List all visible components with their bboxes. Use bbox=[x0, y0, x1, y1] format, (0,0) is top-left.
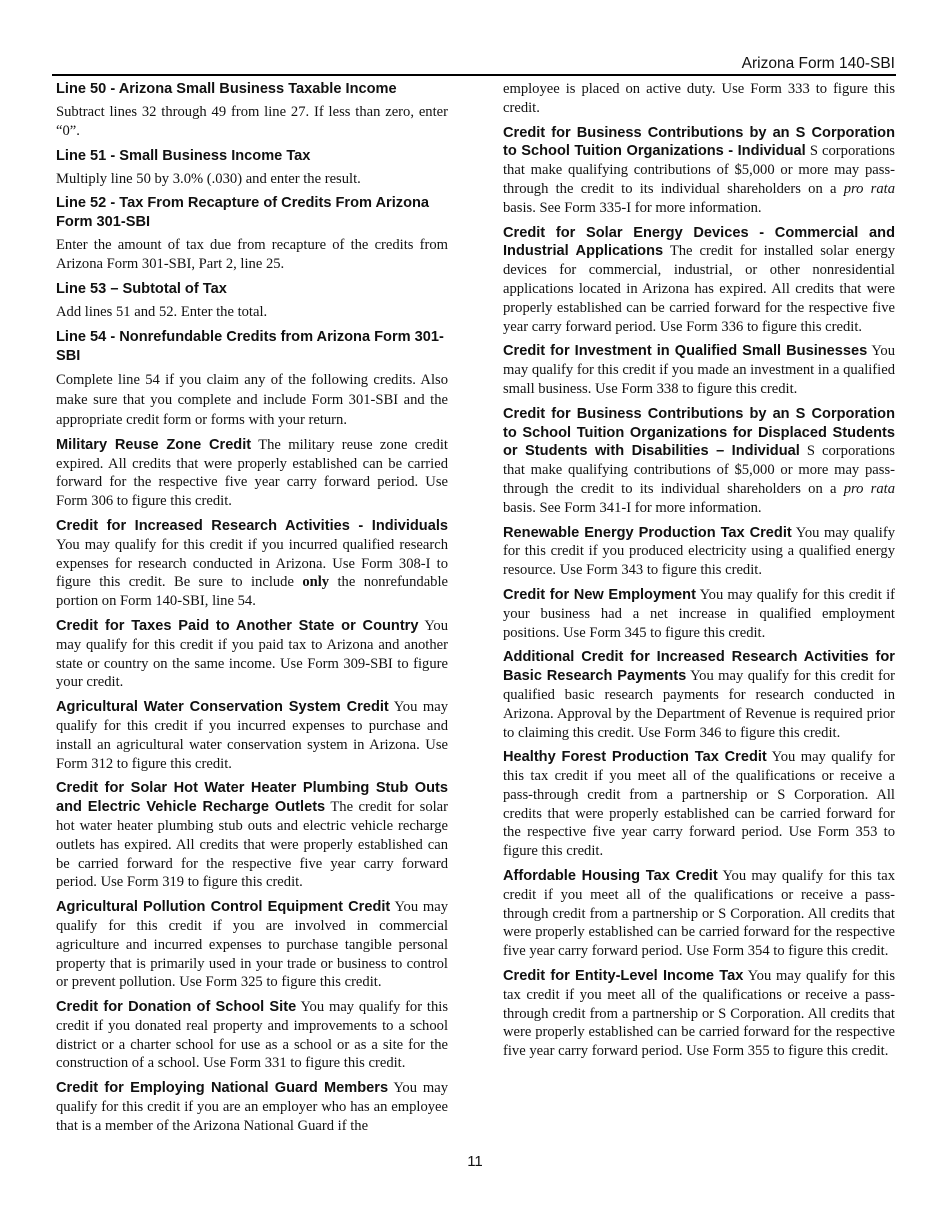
displaced-students-italic: pro rata bbox=[843, 480, 895, 497]
renewable-energy-text: You may qualify for this credit if you produced electricity using a qualified energy resource. Use Form 343 to figure this credit. bbox=[503, 524, 895, 579]
ag-pollution-text: You may qualify for this credit if you are involved in commercial agriculture and incurred expenses to purchase tangible personal property that is primarily used in your trade or business to control or prevent pollution. Use Form 325 to figure this credit. bbox=[56, 899, 448, 991]
sto-lead: Credit for Business Contributions by an S Corporation to School Tuition Organizations - Individual bbox=[503, 124, 895, 160]
line52-heading: Line 52 - Tax From Recapture of Credits From Arizona Form 301-SBI bbox=[56, 195, 430, 231]
taxes-paid-text: You may qualify for this credit if you paid tax to Arizona and another state or country on the same income. Use Form 309-SBI to figure your credit. bbox=[56, 617, 449, 691]
ag-pollution-credit bbox=[56, 898, 448, 992]
line51-heading: Line 51 - Small Business Income Tax bbox=[56, 147, 311, 164]
research-lead: Credit for Increased Research Activities - Individuals bbox=[56, 517, 448, 534]
line54-text: Complete line 54 if you claim any of the following credits. Also make sure that you complete and include Form 301-SBI and the appropriate credit form or forms with your return. bbox=[56, 371, 448, 428]
national-guard-credit bbox=[56, 1079, 448, 1135]
new-employment-credit bbox=[503, 586, 895, 642]
line53-text: Add lines 51 and 52. Enter the total. bbox=[56, 303, 268, 320]
military-reuse-credit bbox=[56, 436, 448, 511]
line50-heading: Line 50 - Arizona Small Business Taxable Income bbox=[56, 81, 397, 97]
healthy-forest-credit bbox=[503, 748, 895, 861]
taxes-paid-credit bbox=[56, 617, 448, 692]
displaced-students-text-a: S corporations that make qualifying contributions of $5,000 or more may pass-through the credit to its individual shareholders on a bbox=[503, 443, 895, 497]
small-business-credit bbox=[503, 342, 895, 398]
sto-italic: pro rata bbox=[843, 180, 895, 197]
national-guard-lead: Credit for Employing National Guard Members bbox=[56, 1080, 389, 1097]
research-text-b: the nonrefundable portion on Form 140-SBI, line 54. bbox=[56, 574, 448, 610]
ag-water-text: You may qualify for this credit if you incurred expenses to purchase and install an agricultural water conservation system in Arizona. Use Form 312 to figure this credit. bbox=[56, 699, 448, 772]
research-bold-word: only bbox=[302, 574, 330, 591]
research-credit bbox=[56, 517, 448, 611]
healthy-forest-lead: Healthy Forest Production Tax Credit bbox=[503, 749, 767, 766]
affordable-housing-credit bbox=[503, 867, 895, 961]
national-guard-text: You may qualify for this credit if you are an employer who has an employee that is a member of the Arizona National Guard if the bbox=[56, 1080, 448, 1134]
small-business-text: You may qualify for this credit if you made an investment in a qualified small business. Use Form 338 to figure this credit. bbox=[503, 343, 896, 397]
line50-text: Subtract lines 32 through 49 from line 27. If less than zero, enter “0”. bbox=[56, 104, 448, 139]
renewable-energy-lead: Renewable Energy Production Tax Credit bbox=[503, 524, 792, 541]
form-title: Arizona Form 140-SBI bbox=[741, 55, 895, 72]
school-site-lead: Credit for Donation of School Site bbox=[56, 999, 297, 1016]
school-site-text: You may qualify for this credit if you donated real property and improvements to a school district or a charter school for use as a school or as a site for the construction of a school. Use Form 331 to figure this credit. bbox=[56, 999, 448, 1072]
left-column bbox=[56, 80, 448, 1142]
ag-pollution-lead: Agricultural Pollution Control Equipment Credit bbox=[56, 899, 391, 916]
displaced-students-lead: Credit for Business Contributions by an S Corporation to School Tuition Organizations for Displaced Students or Students with Disabilities – Individual bbox=[503, 405, 895, 460]
solar-hot-water-credit bbox=[56, 779, 448, 892]
line53-heading: Line 53 – Subtotal of Tax bbox=[56, 280, 227, 297]
solar-hot-water-text: The credit for solar hot water heater plumbing stub outs and electric vehicle recharge outlets has expired. All credits that were properly established can be carried forward for the respective five year carry forward period. Use Form 319 to figure this credit. bbox=[56, 799, 449, 891]
header-rule bbox=[52, 74, 896, 76]
taxes-paid-lead: Credit for Taxes Paid to Another State or Country bbox=[56, 617, 419, 634]
sto-text-a: S corporations that make qualifying contributions of $5,000 or more may pass-through the credit to its individual shareholders on a bbox=[503, 143, 895, 197]
small-business-lead: Credit for Investment in Qualified Small Businesses bbox=[503, 343, 868, 360]
basic-research-lead: Additional Credit for Increased Research Activities for Basic Research Payments bbox=[503, 649, 895, 685]
page-number: 11 bbox=[467, 1153, 483, 1170]
sto-credit bbox=[503, 124, 895, 218]
sto-text-b: basis. See Form 335-I for more information. bbox=[503, 199, 762, 216]
ag-water-credit bbox=[56, 698, 448, 773]
affordable-housing-lead: Affordable Housing Tax Credit bbox=[503, 868, 718, 885]
ag-water-lead: Agricultural Water Conservation System Credit bbox=[56, 699, 389, 716]
line54-heading: Line 54 - Nonrefundable Credits from Arizona Form 301-SBI bbox=[56, 328, 444, 364]
research-text-a: You may qualify for this credit if you incurred qualified research expenses for research conducted in Arizona. Use Form 308-I to figure this credit. Be sure to include bbox=[56, 536, 448, 591]
right-column bbox=[503, 80, 895, 1067]
new-employment-text: You may qualify for this credit if your business had a net increase in qualified employment positions. Use Form 345 to figure this credit. bbox=[503, 586, 895, 641]
line52-text: Enter the amount of tax due from recapture of the credits from Arizona Form 301-SBI, Part 2, line 25. bbox=[56, 237, 448, 273]
basic-research-text: You may qualify for this credit for qualified basic research payments for research conducted in Arizona. Approval by the Department of Revenue is required prior to claiming this credit. Use Form 346 to figure this credit. bbox=[503, 668, 895, 741]
entity-level-credit bbox=[503, 967, 895, 1061]
school-site-credit bbox=[56, 998, 448, 1073]
basic-research-credit bbox=[503, 648, 895, 742]
entity-level-lead: Credit for Entity-Level Income Tax bbox=[503, 968, 744, 985]
military-reuse-text: The military reuse zone credit expired. All credits that were properly established can be carried forward for the respective five year carry forward period. Use Form 306 to figure this credit. bbox=[56, 436, 448, 510]
displaced-students-credit bbox=[503, 405, 895, 518]
healthy-forest-text: You may qualify for this tax credit if you meet all of the qualifications or receive a pass-through credit from a partnership or S Corporation. All credits that were properly established can be carried forward for the respective five year carry forward period. Use Form 353 to figure this credit. bbox=[503, 749, 896, 860]
new-employment-lead: Credit for New Employment bbox=[503, 586, 696, 603]
displaced-students-text-b: basis. See Form 341-I for more information. bbox=[503, 499, 762, 516]
solar-energy-credit bbox=[503, 224, 895, 337]
solar-energy-text: The credit for installed solar energy devices for commercial, industrial, or other nonresidential applications located in Arizona has expired. All credits that were properly established can be carried forward for the respective five year carry forward period. Use Form 336 to figure this credit. bbox=[503, 243, 895, 335]
line51-text: Multiply line 50 by 3.0% (.030) and enter the result. bbox=[56, 170, 361, 187]
solar-hot-water-lead: Credit for Solar Hot Water Heater Plumbing Stub Outs and Electric Vehicle Recharge Outlets bbox=[56, 780, 448, 816]
renewable-energy-credit bbox=[503, 524, 895, 580]
national-guard-continued: employee is placed on active duty. Use Form 333 to figure this credit. bbox=[503, 81, 895, 116]
military-reuse-lead: Military Reuse Zone Credit bbox=[56, 436, 252, 453]
affordable-housing-text: You may qualify for this tax credit if you meet all of the qualifications or receive a pass-through credit from a partnership or S Corporation. All credits that were properly established can be carried forward for the respective five year carry forward period. Use Form 354 to figure this credit. bbox=[503, 868, 895, 960]
entity-level-text: You may qualify for this tax credit if you meet all of the qualifications or receive a pass-through credit from a partnership or S Corporation. All credits that were properly established can be carried forward for the respective five year carry forward period. Use Form 355 to figure this credit. bbox=[503, 968, 895, 1060]
solar-energy-lead: Credit for Solar Energy Devices - Commercial and Industrial Applications bbox=[503, 224, 895, 260]
